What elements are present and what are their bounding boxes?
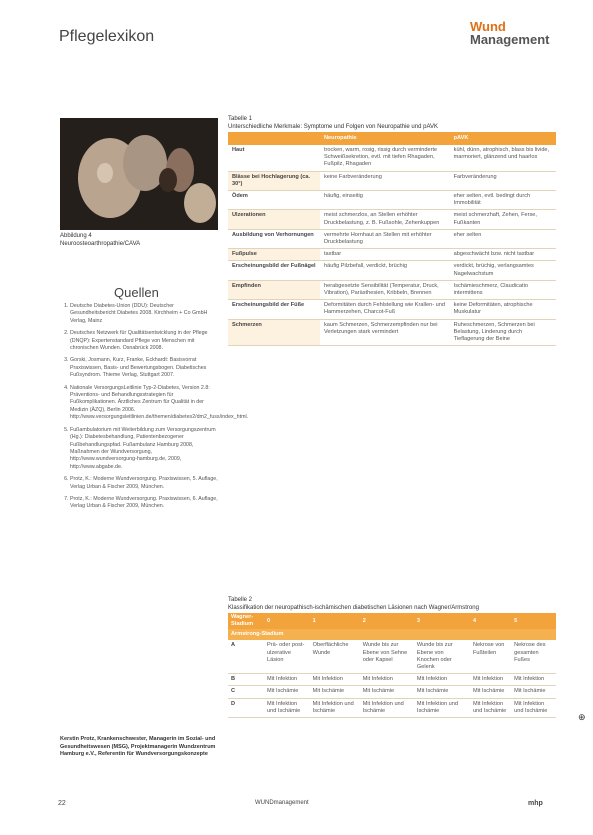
table-cell: Mit Infektion	[511, 674, 556, 686]
table1-header-cell	[228, 132, 320, 145]
table-cell: Schmerzen	[228, 319, 320, 346]
source-item: 2. Deutsches Netzwerk für Qualitätsentwicklung in der Pflege (DNQP): Expertenstandard Pflege von Menschen mit chronischen Wunden. Osnabrück 2008.	[70, 330, 218, 352]
table2-header-cell: 1	[310, 613, 360, 629]
table-cell: Prä- oder post-ulzerative Läsion	[264, 640, 310, 673]
table1-header-cell: Neuropathie	[320, 132, 450, 145]
table-row	[228, 229, 556, 248]
table-cell: Oberflächliche Wunde	[310, 640, 360, 673]
foot-photo-image	[60, 118, 218, 230]
figure-caption-text: Neuroosteoarthropathie/CAVA	[60, 241, 141, 247]
table-cell: keine Deformitäten, atrophische Muskulatur	[450, 300, 556, 319]
table-cell: Nekrose des gesamten Fußes	[511, 640, 556, 673]
source-item: 3. Gorski, Josmann, Kurz, Franke, Eckhardt: Basisvorrat Praxiswissen, Basis- und Bewertungsbogen. Diabetisches Fußsyndrom. Thieme Verlag, Stuttgart 2007.	[70, 357, 218, 379]
table2-subheader: Armstrong-Stadium	[228, 629, 556, 640]
table-cell: meist schmerzlos, an Stellen erhöhter Druckbelastung, z. B. Fußsohle, Zehenkuppen	[320, 210, 450, 229]
table1	[228, 132, 556, 346]
table1-label: Tabelle 1	[228, 116, 253, 122]
figure-caption-label: Abbildung 4	[60, 233, 92, 239]
table-cell: eher selten	[450, 229, 556, 248]
table-cell: kühl, dünn, atrophisch, blass bis livide, marmoriert, glänzend und haarlos	[450, 145, 556, 171]
table-cell: Mit Infektion	[264, 674, 310, 686]
table-cell: Mit Infektion und Ischämie	[310, 698, 360, 717]
table-cell: Wunde bis zur Ebene von Knochen oder Gelenk	[414, 640, 470, 673]
table2-label: Tabelle 2	[228, 597, 253, 603]
table-cell: eher selten, evtl. bedingt durch Immobilität	[450, 191, 556, 210]
table2-header-cell: 4	[470, 613, 511, 629]
foot-photo	[60, 118, 218, 230]
table-cell: herabgesetzte Sensibilität (Temperatur, Druck, Vibration), Parästhesien, Kribbeln, Brennen	[320, 280, 450, 299]
figure-caption	[60, 232, 140, 248]
table-row	[228, 300, 556, 319]
source-item: 7. Protz, K.: Moderne Wundversorgung. Praxiswissen, 6. Auflage, Verlag Urban & Fischer 2009, München.	[70, 496, 218, 511]
table-cell: Mit Infektion und Ischämie	[360, 698, 414, 717]
table-cell: Mit Infektion	[360, 674, 414, 686]
table-cell: Farbveränderung	[450, 171, 556, 190]
source-item: 6. Protz, K.: Moderne Wundversorgung. Praxiswissen, 5. Auflage, Verlag Urban & Fischer 2009, München.	[70, 476, 218, 491]
source-item: 1. Deutsche Diabetes-Union (DDU): Deutscher Gesundheitsbericht Diabetes 2008. Kirchheim + Co GmbH Verlag, Mainz	[70, 303, 218, 325]
table-cell: Mit Ischämie	[310, 686, 360, 698]
table-cell: häufig Pilzbefall, verdickt, brüchig	[320, 261, 450, 280]
footer-journal-name: WUNDmanagement	[255, 800, 309, 806]
table-cell: vermehrte Hornhaut an Stellen mit erhöhter Druckbelastung	[320, 229, 450, 248]
table2-caption	[228, 596, 558, 612]
table-cell: Ischämieschmerz, Claudicatio intermittens	[450, 280, 556, 299]
table2-header-cell: 0	[264, 613, 310, 629]
table-cell: B	[228, 674, 264, 686]
publisher-logo: mhp	[528, 800, 543, 807]
table-cell: kaum Schmerzen, Schmerzempfinden nur bei Verletzungen stark vermindert	[320, 319, 450, 346]
table-row	[228, 191, 556, 210]
page-title: Pflegelexikon	[59, 28, 155, 45]
table-cell: Ausbildung von Verhornungen	[228, 229, 320, 248]
table2	[228, 613, 556, 718]
table-row	[228, 145, 556, 171]
table-cell: Wunde bis zur Ebene von Sehne oder Kapsel	[360, 640, 414, 673]
brand-logo	[470, 20, 549, 46]
table2-subtitle: Klassifikation der neuropathisch-ischämischen diabetischen Läsionen nach Wagner/Armstrong	[228, 605, 479, 611]
source-item: 4. Nationale VersorgungsLeitlinie Typ-2-Diabetes, Version 2.8: Präventions- und Behandlungsstrategien für Fußkomplikationen. Ärztliches Zentrum für Qualität in der Medizin (ÄZQ), Berlin 2006. http://www.versorgungsleitlinien.de/themen/diabetes2/dm2_fuss/index_html.	[70, 385, 218, 422]
table2-header-cell: 3	[414, 613, 470, 629]
table-cell: C	[228, 686, 264, 698]
table-row	[228, 249, 556, 261]
table-cell: D	[228, 698, 264, 717]
table-cell: Mit Infektion	[470, 674, 511, 686]
table-row	[228, 674, 556, 686]
table-cell: verdickt, brüchig, verlangsamtes Nagelwachstum	[450, 261, 556, 280]
table-cell: Blässe bei Hochlagerung (ca. 30°)	[228, 171, 320, 190]
table2-header-cell: 5	[511, 613, 556, 629]
table-row	[228, 698, 556, 717]
table1-header-cell: pAVK	[450, 132, 556, 145]
table-cell: Mit Ischämie	[511, 686, 556, 698]
table-cell: Mit Infektion und Ischämie	[470, 698, 511, 717]
table-cell: Ödem	[228, 191, 320, 210]
table-cell: Mit Infektion	[310, 674, 360, 686]
page-number: 22	[58, 800, 66, 807]
table-row	[228, 210, 556, 229]
table-cell: Mit Infektion und Ischämie	[414, 698, 470, 717]
brand-word-2: Management	[470, 32, 550, 47]
table2-header-cell: Wagner-Stadium	[228, 613, 264, 629]
table-cell: Mit Ischämie	[414, 686, 470, 698]
table-cell: A	[228, 640, 264, 673]
table2-header-cell: 2	[360, 613, 414, 629]
table-row	[228, 261, 556, 280]
table-cell: Mit Infektion und Ischämie	[511, 698, 556, 717]
table-row	[228, 686, 556, 698]
crop-mark-icon: ⊕	[578, 712, 586, 722]
table-cell: Mit Ischämie	[470, 686, 511, 698]
table-row	[228, 171, 556, 190]
table-cell: Mit Infektion	[414, 674, 470, 686]
table-cell: Mit Infektion und Ischämie	[264, 698, 310, 717]
table1-caption	[228, 115, 558, 131]
table-cell: Deformitäten durch Fehlstellung wie Krallen- und Hammerzehen, Charcot-Fuß	[320, 300, 450, 319]
table-cell: keine Farbveränderung	[320, 171, 450, 190]
author-note: Kerstin Protz, Krankenschwester, Managerin im Sozial- und Gesundheitswesen (MSG), Projektmanagerin Wundzentrum Hamburg e.V., Referentin für Wundversorgungskonzepte	[60, 736, 216, 757]
table-cell: tastbar	[320, 249, 450, 261]
table-cell: trocken, warm, rosig, rissig durch verminderte Schweißsekretion, evtl. mit tiefen Rhagaden, Fußpilz, Rhagaden	[320, 145, 450, 171]
sources-heading: Quellen	[114, 285, 159, 300]
table-cell: Erscheinungsbild der Fußnägel	[228, 261, 320, 280]
table-cell: Mit Ischämie	[360, 686, 414, 698]
table-cell: Haut	[228, 145, 320, 171]
table-cell: meist schmerzhaft, Zehen, Ferse, Fußkanten	[450, 210, 556, 229]
table-cell: Empfinden	[228, 280, 320, 299]
brand-word-1: Wund	[470, 19, 506, 34]
table-row	[228, 640, 556, 673]
table-row	[228, 319, 556, 346]
table-cell: Ruheschmerzen, Schmerzen bei Belastung, Linderung durch Tieflagerung der Beine	[450, 319, 556, 346]
table-cell: abgeschwächt bzw. nicht tastbar	[450, 249, 556, 261]
table1-subtitle: Unterschiedliche Merkmale: Symptome und Folgen von Neuropathie und pAVK	[228, 124, 438, 130]
table-cell: Fußpulse	[228, 249, 320, 261]
table-cell: häufig, einseitig	[320, 191, 450, 210]
table-cell: Ulzerationen	[228, 210, 320, 229]
table-cell: Nekrose von Fußteilen	[470, 640, 511, 673]
table-cell: Erscheinungsbild der Füße	[228, 300, 320, 319]
table-cell: Mit Ischämie	[264, 686, 310, 698]
source-item: 5. Fußambulatorium mit Weiterbildung zum Versorgungszentrum (Hg.): Diabetesbehandlung, Patientenbezogener Fußbehandlungspfad. Fußambulanz Hamburg 2008, Maßnahmen der Wundversorgung, http://www.wundversorgung-hamburg.de, 2009, http://www.abgabe.de.	[70, 427, 218, 471]
table-row	[228, 280, 556, 299]
